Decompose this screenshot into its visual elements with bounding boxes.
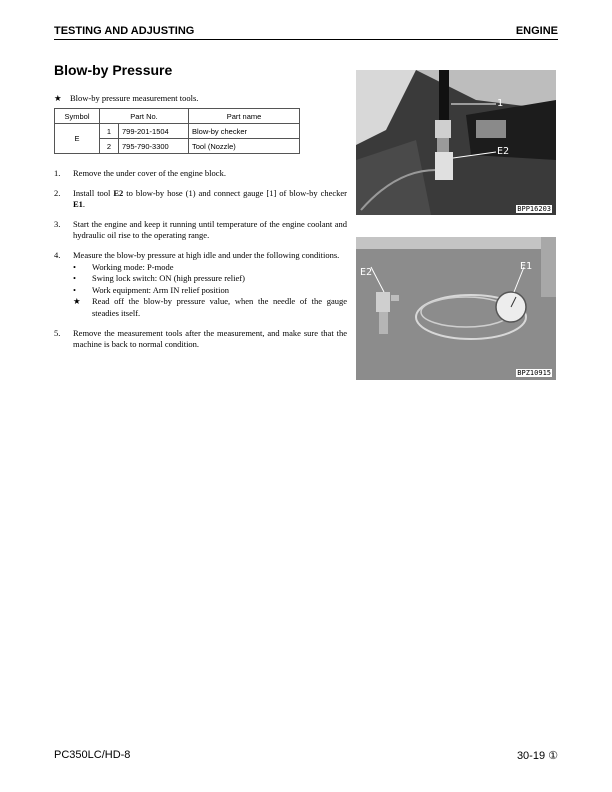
section-title: TESTING AND ADJUSTING <box>54 25 195 37</box>
condition-item <box>73 285 347 297</box>
figure-code: BPZ10915 <box>517 369 551 377</box>
row-number: 2 <box>100 139 119 154</box>
step-3 <box>54 219 347 242</box>
tools-table <box>54 108 300 154</box>
tool-e1-ref: E1 <box>73 199 83 210</box>
step-text: Remove the measurement tools after the measurement, and make sure that the machine is back to normal condition. <box>73 327 347 350</box>
figure-label: E2 <box>360 267 373 278</box>
step-2 <box>54 188 347 211</box>
step-text-mid: to blow-by hose (1) and connect gauge [1] of blow-by checker <box>123 187 347 198</box>
step-text: Start the engine and keep it running until temperature of the engine coolant and hydraulic oil rise to the operating range. <box>73 218 347 241</box>
condition-item <box>73 262 347 274</box>
note-text: Read off the blow-by pressure value, when the needle of the gauge steadies itself. <box>92 296 347 318</box>
figure-blowby-checker-photo <box>356 237 556 380</box>
tool-e2-ref: E2 <box>113 187 124 198</box>
part-number: 799-201-1504 <box>119 124 189 139</box>
tools-intro <box>54 93 198 104</box>
condition-text: Swing lock switch: ON (high pressure relief) <box>92 273 245 284</box>
step-number: 3. <box>54 218 61 229</box>
part-number: 795-790-3300 <box>119 139 189 154</box>
figure-blowby-hose-photo <box>356 70 556 215</box>
bullet-icon: • <box>73 261 76 272</box>
tools-intro-text: Blow-by pressure measurement tools. <box>70 93 199 103</box>
step-text: Remove the under cover of the engine block. <box>73 168 226 178</box>
step-number: 4. <box>54 249 61 260</box>
figure-label: E2 <box>497 146 510 157</box>
page-title: Blow-by Pressure <box>54 62 173 78</box>
step-text-pre: Install tool <box>73 187 114 198</box>
bullet-icon: • <box>73 284 76 295</box>
condition-text: Work equipment: Arm IN relief position <box>92 284 229 295</box>
star-icon: ★ <box>54 93 62 103</box>
step-text: Measure the blow-by pressure at high idle and under the following conditions. <box>73 249 340 260</box>
figure-label: E1 <box>520 261 533 272</box>
note-item <box>73 296 347 319</box>
step-number: 1. <box>54 168 61 178</box>
step-1 <box>54 168 347 180</box>
step-5 <box>54 328 347 351</box>
step-text-post: . <box>82 199 86 210</box>
step-4 <box>54 250 347 320</box>
table-row <box>55 124 300 139</box>
engine-photo-illustration <box>356 70 556 215</box>
figure-label: 1 <box>497 98 504 109</box>
footer-page-number: 30-19 ① <box>516 750 558 762</box>
page-header <box>54 25 558 40</box>
table-header-row <box>55 109 300 124</box>
checker-photo-illustration <box>356 237 556 380</box>
footer-model: PC350LC/HD-8 <box>54 749 131 761</box>
part-name: Blow-by checker <box>189 124 300 139</box>
row-number: 1 <box>100 124 119 139</box>
condition-item <box>73 273 347 285</box>
part-name: Tool (Nozzle) <box>189 139 300 154</box>
symbol-cell: E <box>55 124 100 154</box>
step-number: 5. <box>54 327 61 338</box>
star-icon: ★ <box>73 296 81 307</box>
header-symbol: Symbol <box>55 109 100 124</box>
component-title: ENGINE <box>515 25 558 37</box>
condition-text: Working mode: P-mode <box>92 261 174 272</box>
header-part-no: Part No. <box>100 109 189 124</box>
header-part-name: Part name <box>189 109 300 124</box>
step-number: 2. <box>54 187 61 198</box>
bullet-icon: • <box>73 273 76 284</box>
figure-code: BPP16203 <box>517 205 551 213</box>
procedure-steps <box>54 168 347 359</box>
